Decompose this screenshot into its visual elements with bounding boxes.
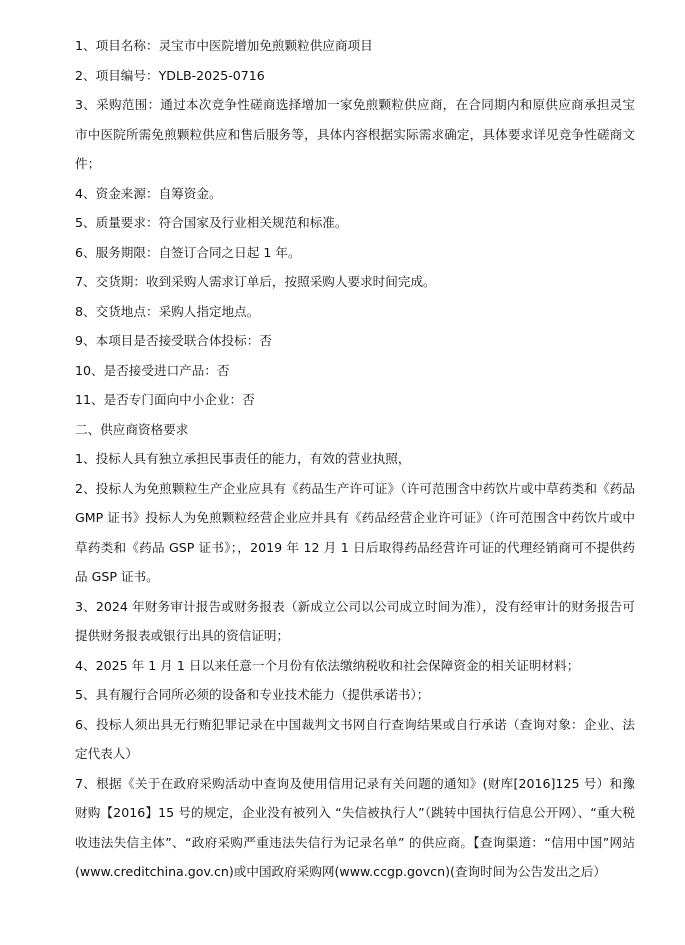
paragraph-project-number: 2、项目编号：YDLB-2025-0716 xyxy=(75,67,265,83)
paragraph-consortium-bid: 9、本项目是否接受联合体投标：否 xyxy=(75,333,272,348)
paragraph-qualification-2: 2、投标人为免煎颗粒生产企业应具有《药品生产许可证》（许可范围含中药饮片或中草药类和《药品 GMP 证书》投标人为免煎颗粒经营企业应并具有《药品经营企业许可证》（许可范围含中药饮片或中草药类和《药品 GSP 证书》；，2019 年 12 月 1 日后取得药品经营许可证的代理经销商可不提供药品 GSP 证书。 xyxy=(75,480,635,584)
paragraph-delivery-location: 8、交货地点：采购人指定地点。 xyxy=(75,303,260,319)
paragraph-imported-products: 10、是否接受进口产品：否 xyxy=(75,362,230,378)
paragraph-quality-requirement: 5、质量要求：符合国家及行业相关规范和标准。 xyxy=(75,215,348,230)
paragraph-service-period: 6、服务期限：自签订合同之日起 1 年。 xyxy=(75,244,301,260)
paragraph-delivery-time: 7、交货期：收到采购人需求订单后，按照采购人要求时间完成。 xyxy=(75,274,436,289)
section-heading-supplier-qualifications: 二、供应商资格要求 xyxy=(75,421,189,437)
document-body xyxy=(75,31,635,887)
paragraph-qualification-3: 3、2024 年财务审计报告或财务报表（新成立公司以公司成立时间为准），没有经审计的财务报告可提供财务报表或银行出具的资信证明； xyxy=(75,598,635,643)
paragraph-qualification-7: 7、根据《关于在政府采购活动中查询及使用信用记录有关问题的通知》(财库[2016]125 号）和豫财购【2016】15 号的规定，企业没有被列入 “失信被执行人”（跳转中国执行信息公开网）、“重大税收违法失信主体”、“政府采购严重违法失信行为记录名单” 的供应商。【查询渠道：“信用中国”网站(www.creditchina.gov.cn)或中国政府采购网(www.ccgp.govcn)(查询时间为公告发出之后） xyxy=(75,775,635,879)
paragraph-qualification-5: 5、具有履行合同所必须的设备和专业技术能力（提供承诺书）； xyxy=(75,687,430,702)
paragraph-project-name: 1、项目名称：灵宝市中医院增加免煎颗粒供应商项目 xyxy=(75,38,373,53)
paragraph-qualification-1: 1、投标人具有独立承担民事责任的能力，有效的营业执照， xyxy=(75,451,411,466)
paragraph-qualification-6: 6、投标人须出具无行贿犯罪记录在中国裁判文书网自行查询结果或自行承诺（查询对象：企业、法定代表人） xyxy=(75,716,635,761)
paragraph-procurement-scope: 3、采购范围：通过本次竞争性磋商选择增加一家免煎颗粒供应商，在合同期内和原供应商承担灵宝市中医院所需免煎颗粒供应和售后服务等，具体内容根据实际需求确定，具体要求详见竞争性磋商文件； xyxy=(75,97,635,171)
paragraph-funding-source: 4、资金来源：自筹资金。 xyxy=(75,185,222,201)
paragraph-sme-only: 11、是否专门面向中小企业：否 xyxy=(75,392,255,407)
paragraph-qualification-4: 4、2025 年 1 月 1 日以来任意一个月份有依法缴纳税收和社会保障资金的相关证明材料； xyxy=(75,657,580,673)
